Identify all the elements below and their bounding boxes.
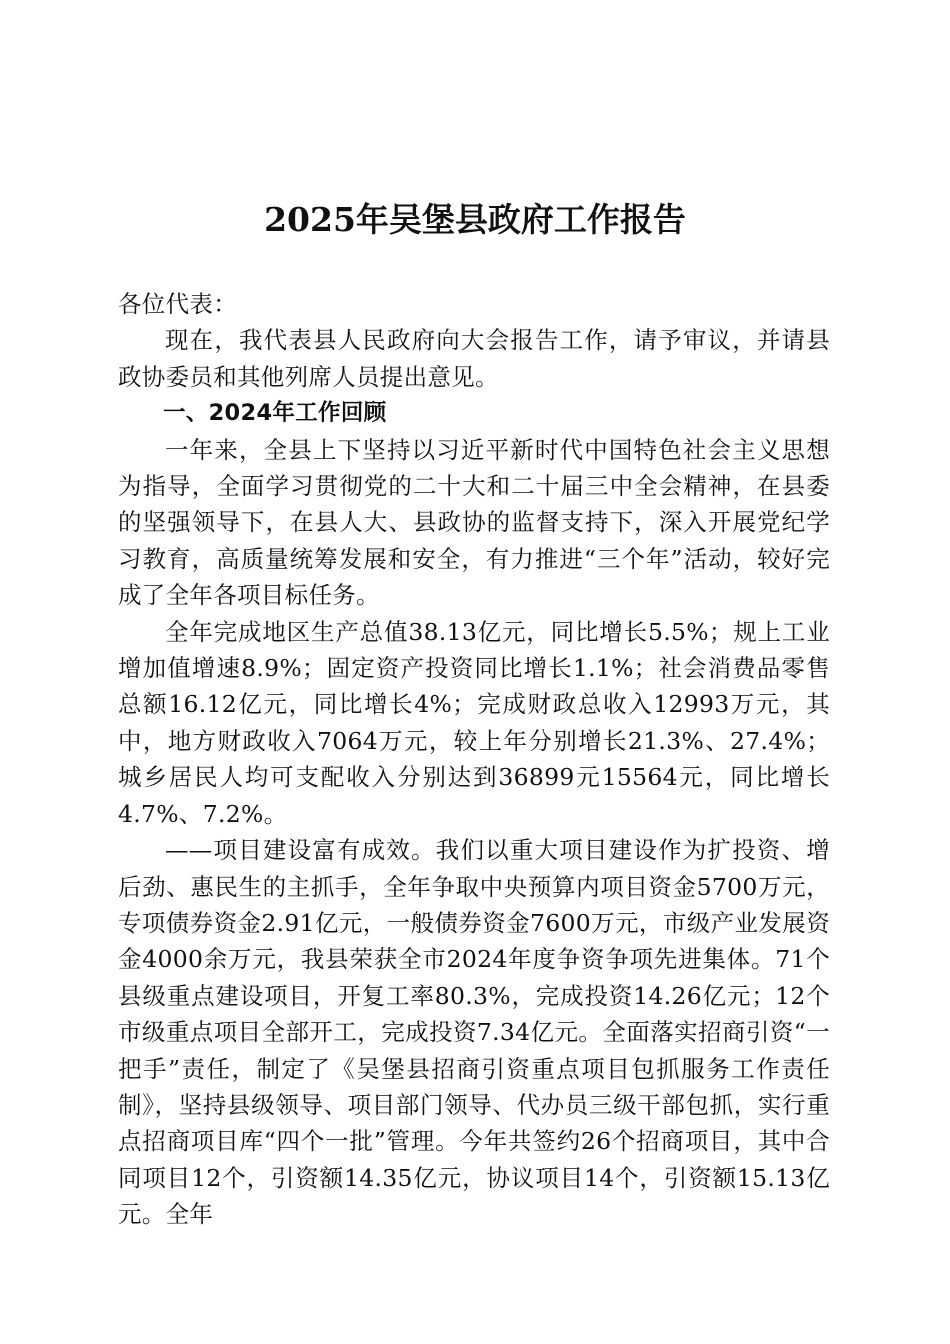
document-body: [118, 286, 830, 1233]
paragraph-projects: ——项目建设富有成效。我们以重大项目建设作为扩投资、增后劲、惠民生的主抓手，全年争取中央预算内项目资金5700万元，专项债券资金2.91亿元，一般债券资金7600万元，市级产业发展资金4000余万元，我县荣获全市2024年度争资争项先进集体。71个县级重点建设项目，开复工率80.3%，完成投资14.26亿元；12个市级重点项目全部开工，完成投资7.34亿元。全面落实招商引资“一把手”责任，制定了《吴堡县招商引资重点项目包抓服务工作责任制》，坚持县级领导、项目部门领导、代办员三级干部包抓，实行重点招商项目库“四个一批”管理。今年共签约26个招商项目，其中合同项目12个，引资额14.35亿元，协议项目14个，引资额15.13亿元。全年: [118, 836, 830, 1229]
paragraph-intro: 现在，我代表县人民政府向大会报告工作，请予审议，并请县政协委员和其他列席人员提出意见。: [118, 326, 830, 391]
paragraph-statistics: 全年完成地区生产总值38.13亿元，同比增长5.5%；规上工业增加值增速8.9%；固定资产投资同比增长1.1%；社会消费品零售总额16.12亿元，同比增长4%；完成财政总收入12993万元，其中，地方财政收入7064万元，较上年分别增长21.3%、27.4%；城乡居民人均可支配收入分别达到36899元15564元，同比增长4.7%、7.2%。: [118, 617, 830, 828]
salutation: 各位代表：: [118, 290, 237, 318]
document-title: 2025年吴堡县政府工作报告: [264, 200, 686, 239]
paragraph-review: 一年来，全县上下坚持以习近平新时代中国特色社会主义思想为指导，全面学习贯彻党的二十大和二十届三中全会精神，在县委的坚强领导下，在县人大、县政协的监督支持下，深入开展党纪学习教育，高质量统筹发展和安全，有力推进“三个年”活动，较好完成了全年各项目标任务。: [118, 435, 830, 610]
section-heading: 一、2024年工作回顾: [163, 400, 387, 427]
